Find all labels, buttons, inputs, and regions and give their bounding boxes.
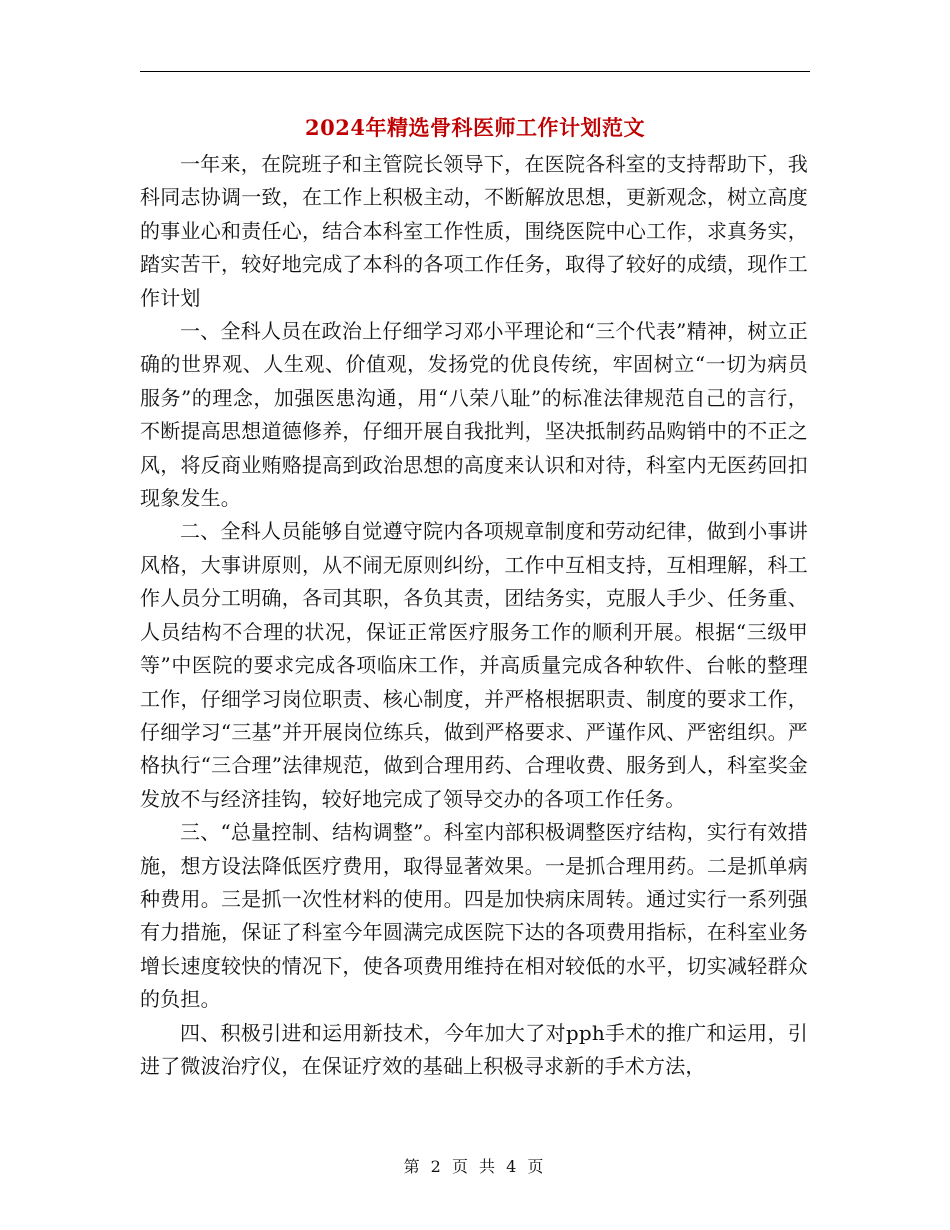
paragraph-section-2: 二、全科人员能够自觉遵守院内各项规章制度和劳动纪律，做到小事讲风格，大事讲原则，从不闹无原则纠纷，工作中互相支持，互相理解，科工作人员分工明确，各司其职，各负其责，团结务实，克服人手少、任务重、人员结构不合理的状况，保证正常医疗服务工作的顺利开展。根据“三级甲等”中医院的要求完成各项临床工作，并高质量完成各种软件、台帐的整理工作，仔细学习岗位职责、核心制度，并严格根据职责、制度的要求工作，仔细学习“三基”并开展岗位练兵，做到严格要求、严谨作风、严密组织。严格执行“三合理”法律规范，做到合理用药、合理收费、服务到人，科室奖金发放不与经济挂钩，较好地完成了领导交办的各项工作任务。 [140, 519, 808, 811]
page-number-footer: 第 2 页 共 4 页 [403, 1157, 547, 1176]
paragraph-section-4: 四、积极引进和运用新技术，今年加大了对pph手术的推广和运用，引进了微波治疗仪，在保证疗效的基础上积极寻求新的手术方法， [140, 1020, 808, 1078]
paragraph-intro: 一年来，在院班子和主管院长领导下，在医院各科室的支持帮助下，我科同志协调一致，在工作上积极主动，不断解放思想，更新观念，树立高度的事业心和责任心，结合本科室工作性质，围绕医院中心工作，求真务实，踏实苦干，较好地完成了本科的各项工作任务，取得了较好的成绩，现作工作计划 [140, 152, 808, 310]
header-rule [140, 71, 810, 72]
paragraph-section-1: 一、全科人员在政治上仔细学习邓小平理论和“三个代表”精神，树立正确的世界观、人生观、价值观，发扬党的优良传统，牢固树立“一切为病员服务”的理念，加强医患沟通，用“八荣八耻”的标准法律规范自己的言行，不断提高思想道德修养，仔细开展自我批判，坚决抵制药品购销中的不正之风，将反商业贿赂提高到政治思想的高度来认识和对待，科室内无医药回扣现象发生。 [140, 319, 808, 511]
paragraph-section-3: 三、“总量控制、结构调整”。科室内部积极调整医疗结构，实行有效措施，想方设法降低医疗费用，取得显著效果。一是抓合理用药。二是抓单病种费用。三是抓一次性材料的使用。四是加快病床周转。通过实行一系列强有力措施，保证了科室今年圆满完成医院下达的各项费用指标，在科室业务增长速度较快的情况下，使各项费用维持在相对较低的水平，切实减轻群众的负担。 [140, 820, 808, 1012]
document-title: 2024年精选骨科医师工作计划范文 [305, 115, 645, 140]
document-body [140, 148, 808, 1083]
